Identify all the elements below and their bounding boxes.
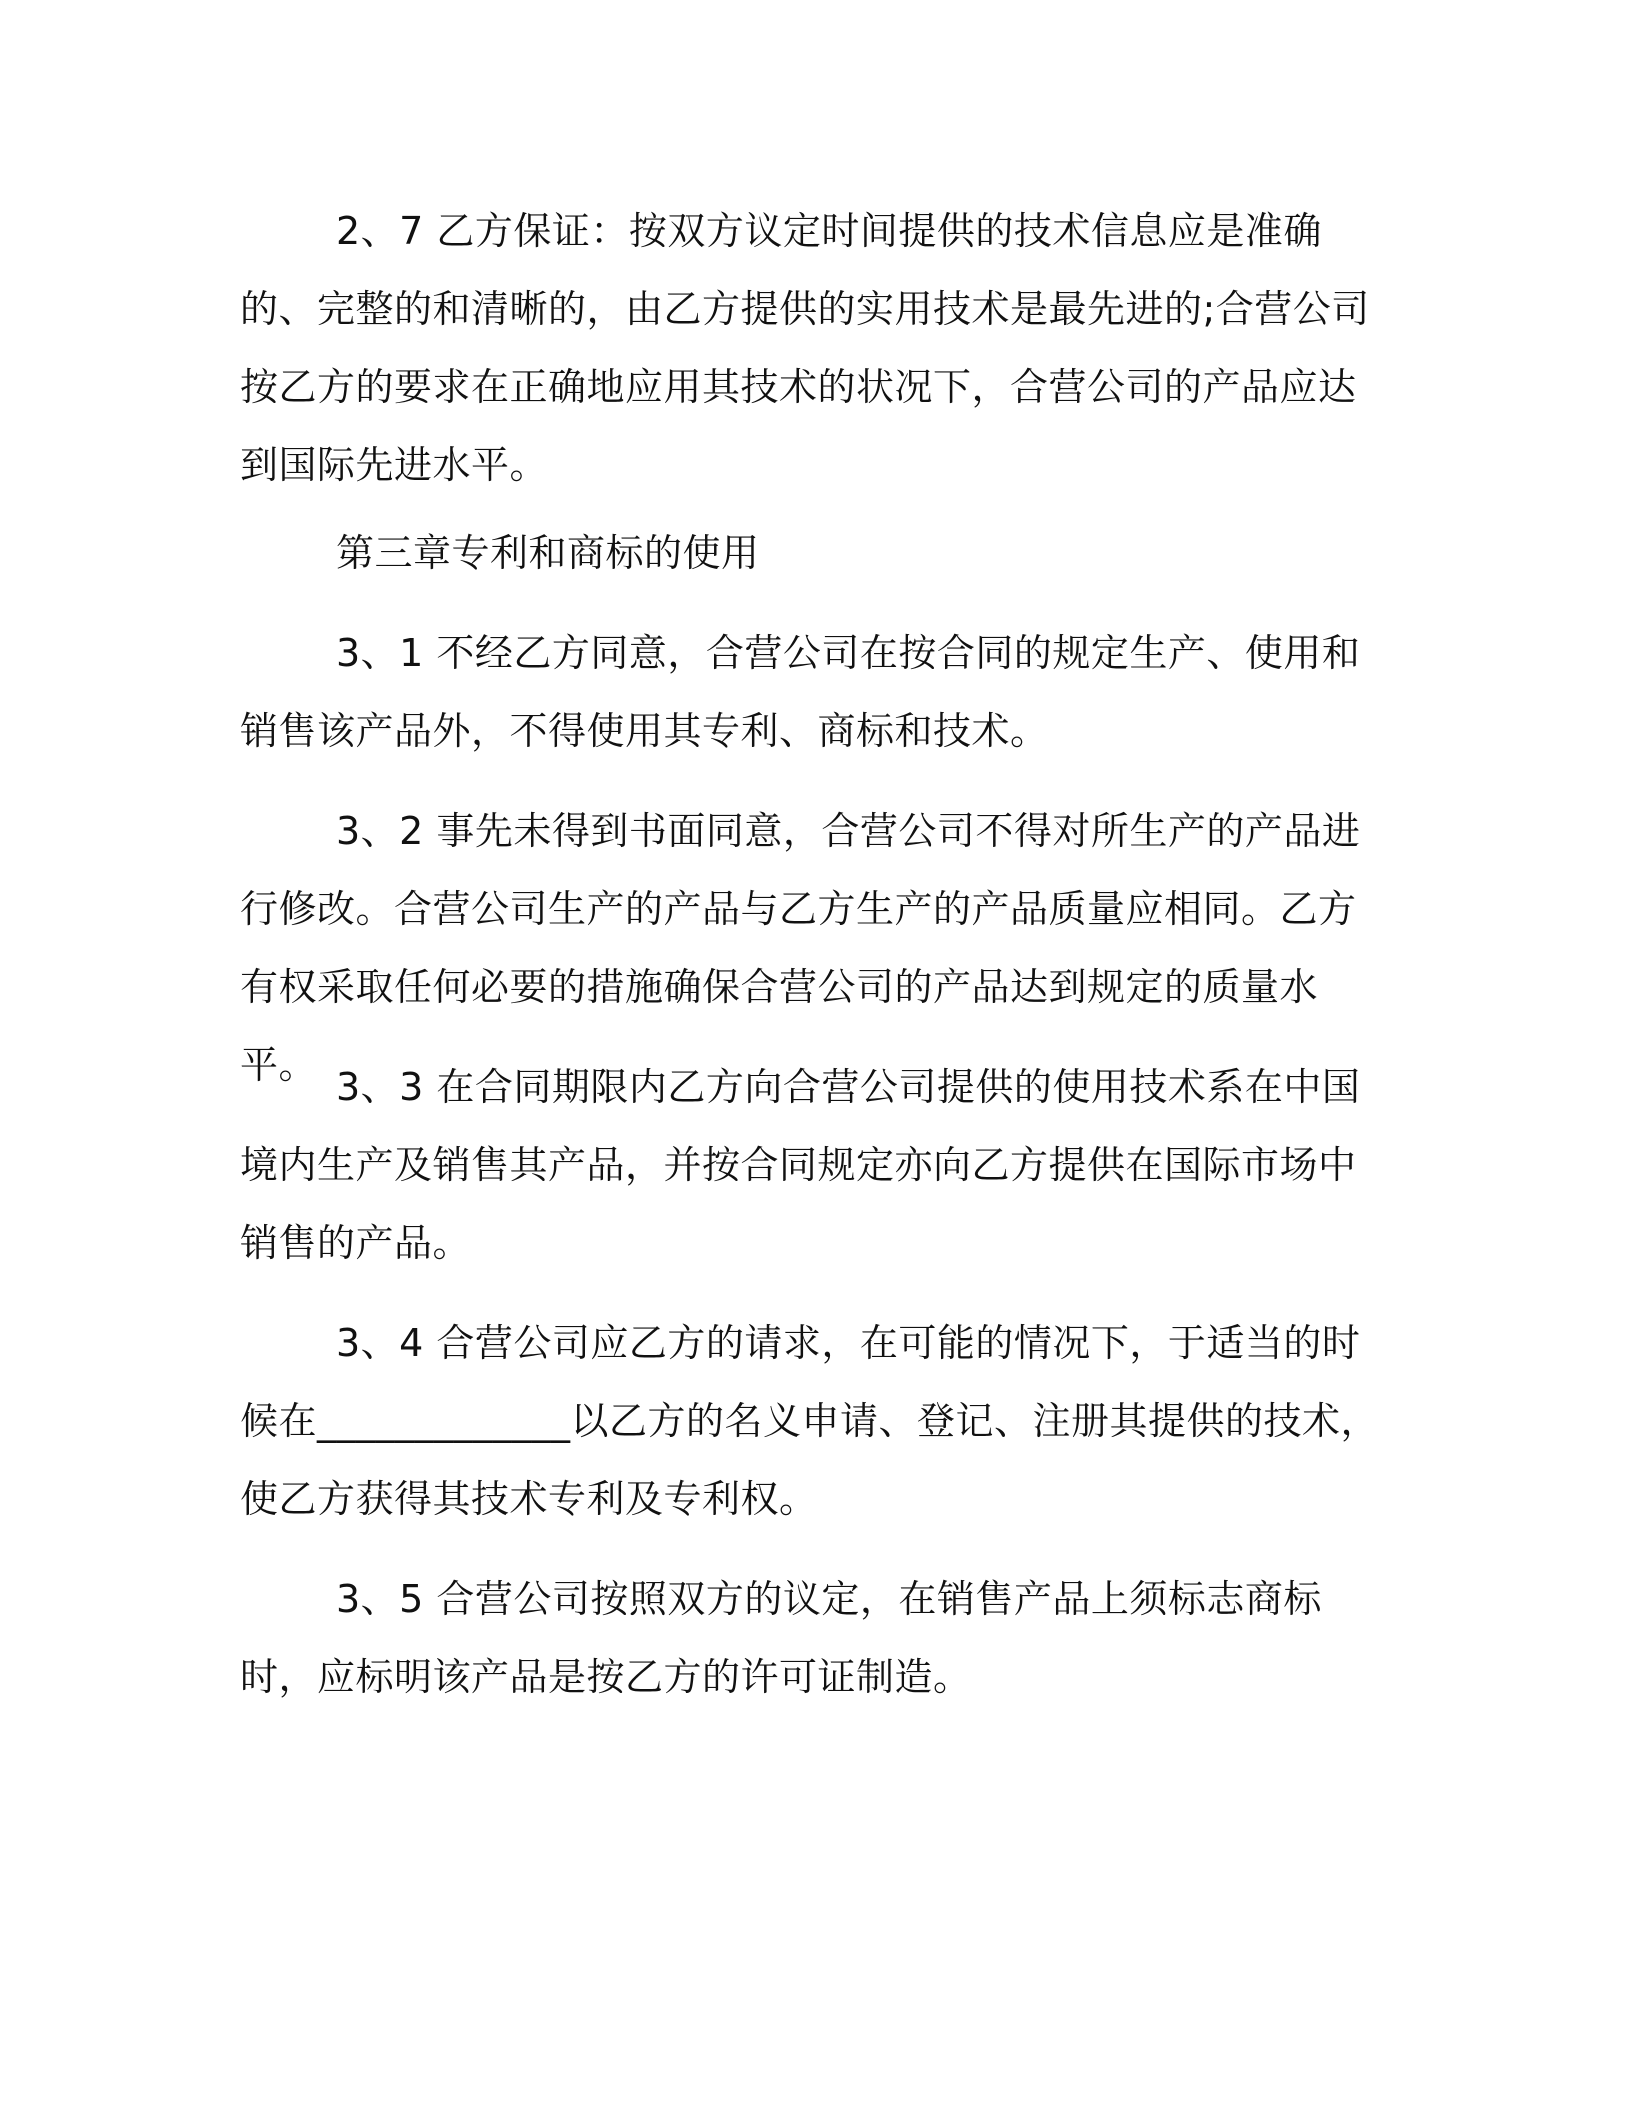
clause-2-7: 2、7 乙方保证：按双方议定时间提供的技术信息应是准确的、完整的和清晰的，由乙方提供的实用技术是最先进的;合营公司按乙方的要求在正确地应用其技术的状况下，合营公司的产品应达到国际先进水平。 [240,209,1370,487]
clause-3-5: 3、5 合营公司按照双方的议定，在销售产品上须标志商标时，应标明该产品是按乙方的许可证制造。 [240,1577,1322,1699]
clause-3-2: 3、2 事先未得到书面同意，合营公司不得对所生产的产品进行修改。合营公司生产的产品与乙方生产的产品质量应相同。乙方有权采取任何必要的措施确保合营公司的产品达到规定的质量水平。 [240,809,1361,1087]
clause-3-4: 3、4 合营公司应乙方的请求，在可能的情况下，于适当的时候在_____________以乙方的名义申请、登记、注册其提供的技术，使乙方获得其技术专利及专利权。 [240,1321,1380,1521]
clause-3-3: 3、3 在合同期限内乙方向合营公司提供的使用技术系在中国境内生产及销售其产品，并按合同规定亦向乙方提供在国际市场中销售的产品。 [240,1065,1361,1265]
chapter-3-heading: 第三章专利和商标的使用 [336,531,760,575]
clause-3-1: 3、1 不经乙方同意，合营公司在按合同的规定生产、使用和销售该产品外，不得使用其专利、商标和技术。 [240,631,1361,753]
